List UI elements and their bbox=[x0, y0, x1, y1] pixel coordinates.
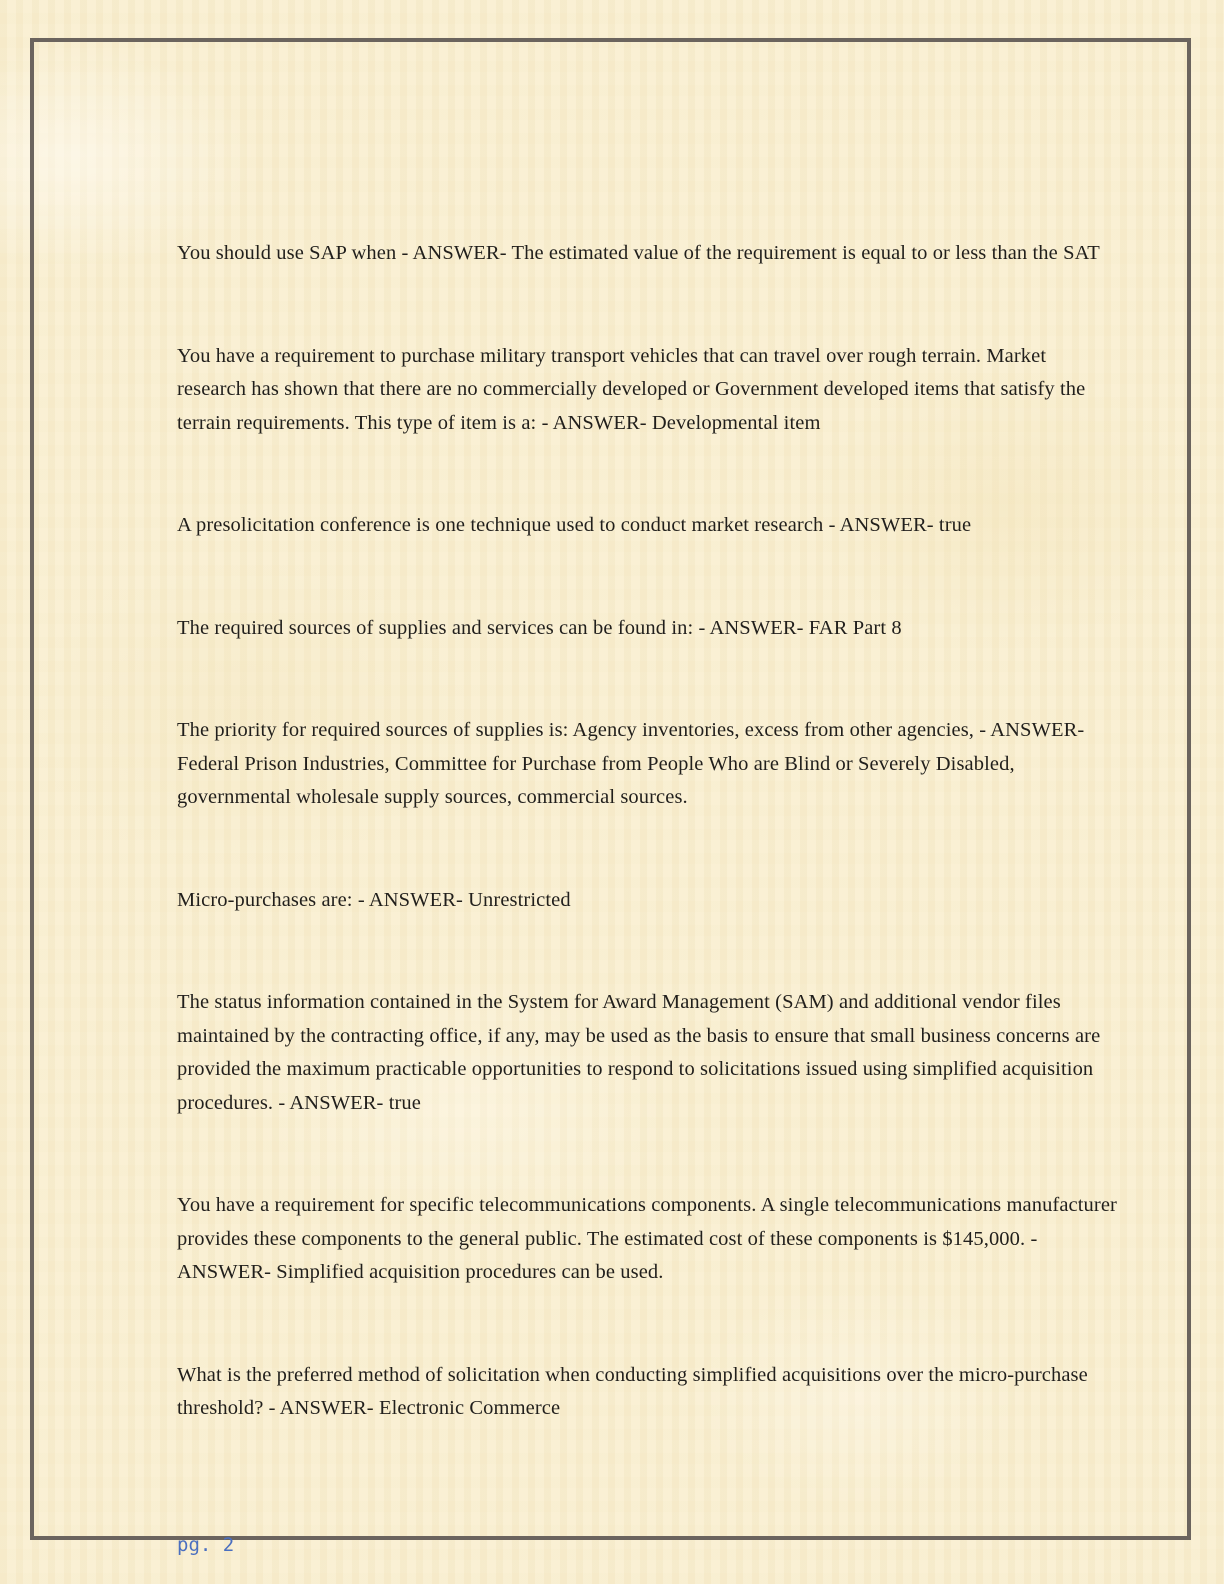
page-border-frame bbox=[30, 38, 1191, 1556]
paragraph-telecommunications: You have a requirement for specific telecommunications components. A single telecommunications manufacturer provides these components to the general public. The estimated cost of these components is $145,000. - ANSWER- Simplified acquisition procedures can be used. bbox=[177, 1194, 1117, 1283]
paragraph-sap-usage: You should use SAP when - ANSWER- The estimated value of the requirement is equal to or less than the SAT bbox=[177, 242, 1100, 264]
paragraph-required-sources: The required sources of supplies and services can be found in: - ANSWER- FAR Part 8 bbox=[177, 616, 902, 639]
paragraph-presolicitation-conference: A presolicitation conference is one technique used to conduct market research - ANSWER- true bbox=[177, 514, 972, 536]
paragraph-electronic-commerce: What is the preferred method of solicitation when conducting simplified acquisitions over the micro-purchase threshold? - ANSWER- Electronic Commerce bbox=[177, 1363, 1088, 1419]
paragraph-micro-purchases: Micro-purchases are: - ANSWER- Unrestricted bbox=[177, 888, 571, 911]
document-body bbox=[177, 237, 1117, 1426]
paragraph-sam-status: The status information contained in the System for Award Management (SAM) and additional vendor files maintained by the contracting office, if any, may be used as the basis to ensure that small business concerns are provided the maximum practicable opportunities to respond to solicitations issued using simplified acquisition procedures. - ANSWER- true bbox=[177, 991, 1101, 1114]
paragraph-priority-sources: The priority for required sources of supplies is: Agency inventories, excess from other agencies, - ANSWER- Federal Prison Industries, Committee for Purchase from People Who are Blind or Severely Disabled, governmental wholesale supply sources, commercial sources. bbox=[177, 719, 1085, 808]
paragraph-developmental-item: You have a requirement to purchase military transport vehicles that can travel over rough terrain. Market research has shown that there are no commercially developed or Government developed items that satisfy the terrain requirements. This type of item is a: - ANSWER- Developmental item bbox=[177, 344, 1086, 434]
page-number-label: pg. 2 bbox=[177, 1534, 235, 1556]
